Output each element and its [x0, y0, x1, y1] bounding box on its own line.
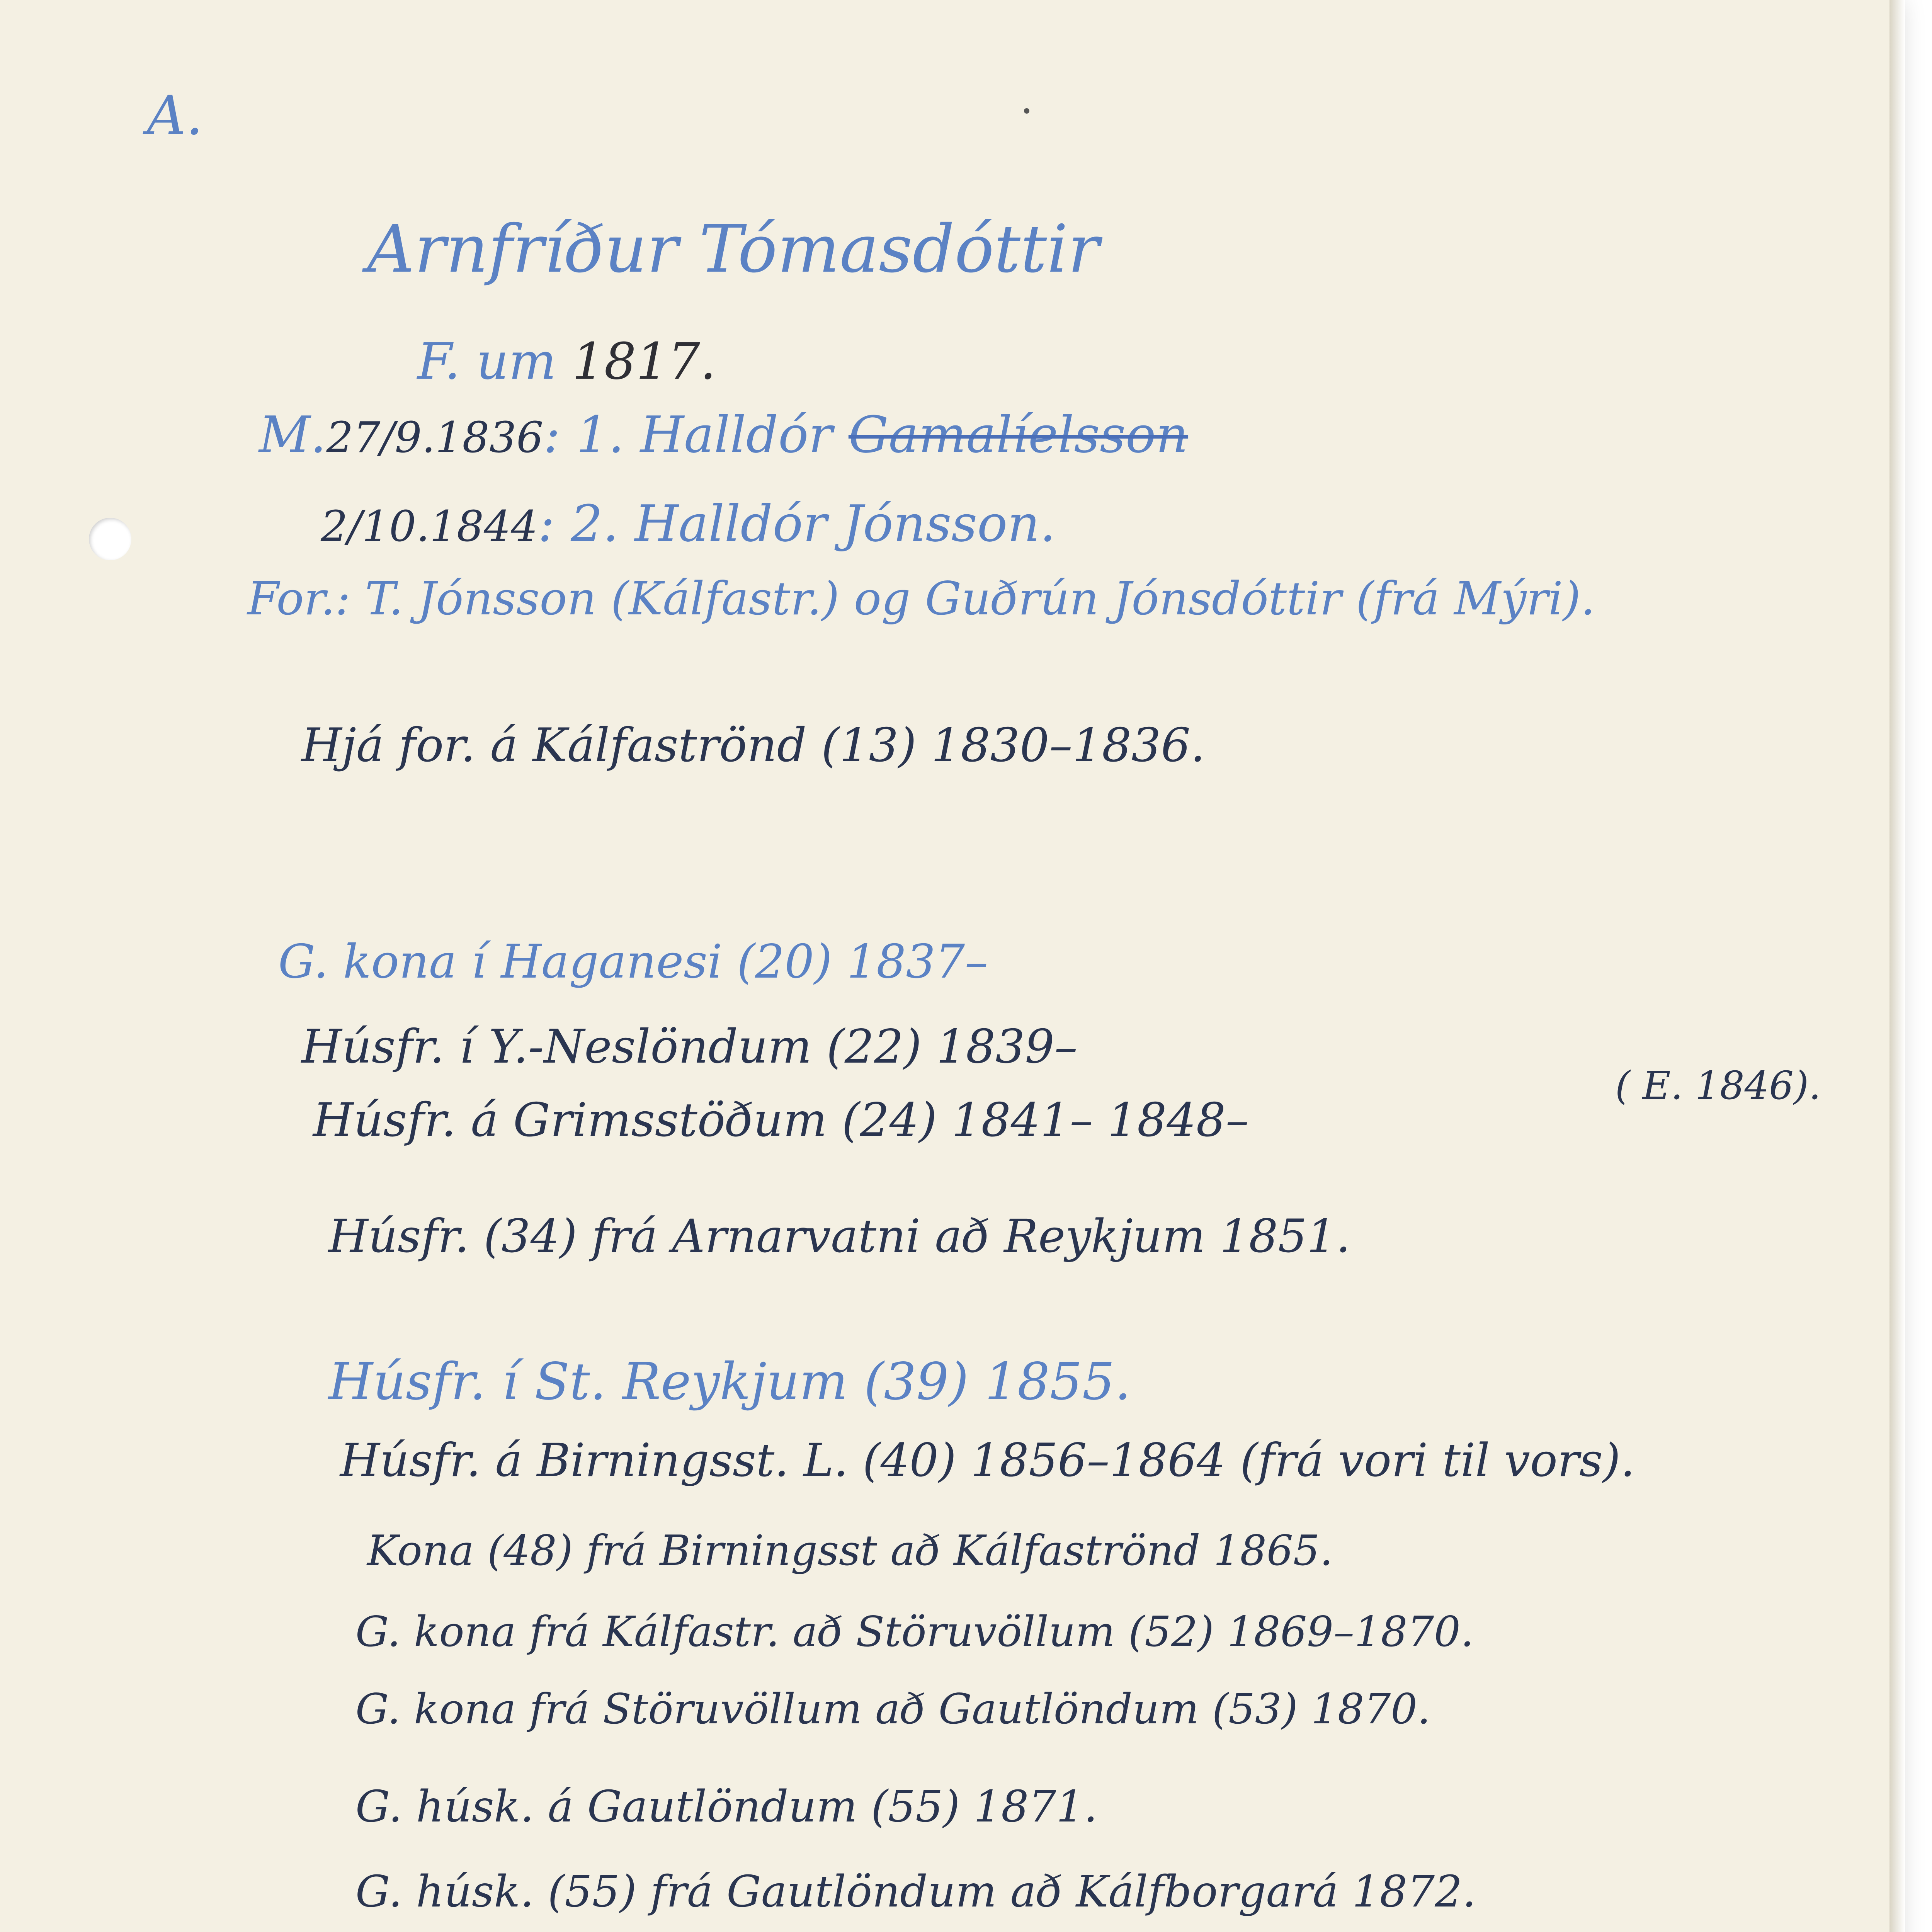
punch-hole-top: [89, 518, 131, 560]
birth-year: 1817.: [572, 332, 716, 391]
marriage-line-1: [259, 405, 1189, 464]
marriage-2-date: 2/10.1844: [321, 502, 538, 551]
entry-7: Húsfr. á Birningsst. L. (40) 1856–1864 (frá vori til vors).: [340, 1434, 1635, 1487]
entry-5: Húsfr. (34) frá Arnarvatni að Reykjum 1851.: [328, 1209, 1350, 1263]
birth-line: [417, 332, 716, 391]
marriage-1-struck-name: Gamalíelsson: [848, 405, 1189, 464]
paper-edge: [1889, 0, 1905, 1932]
marriage-1-date: 27/9.1836: [326, 413, 544, 462]
birth-prefix: F. um: [417, 332, 572, 391]
marriage-2-text: : 2. Halldór Jónsson.: [537, 494, 1056, 553]
entry-1: Hjá for. á Kálfaströnd (13) 1830–1836.: [301, 719, 1205, 772]
entry-10: G. kona frá Störuvöllum að Gautlöndum (53) 1870.: [355, 1685, 1431, 1733]
entry-4: Húsfr. á Grimsstöðum (24) 1841– 1848–: [313, 1094, 1249, 1147]
person-name: Arnfríður Tómasdóttir: [367, 211, 1099, 287]
marriage-line-2: [321, 494, 1056, 553]
parents-line: For.: T. Jónsson (Kálfastr.) og Guðrún Jónsdóttir (frá Mýri).: [247, 572, 1595, 625]
entry-12: G. húsk. (55) frá Gautlöndum að Kálfborgará 1872.: [355, 1867, 1476, 1917]
entry-8: Kona (48) frá Birningsst að Kálfaströnd 1865.: [367, 1527, 1333, 1575]
entry-3: Húsfr. í Y.-Neslöndum (22) 1839–: [301, 1020, 1078, 1074]
entry-2: G. kona í Haganesi (20) 1837–: [278, 935, 988, 989]
ink-speck: [1024, 108, 1029, 114]
entry-6: Húsfr. í St. Reykjum (39) 1855.: [328, 1352, 1131, 1412]
entry-9: G. kona frá Kálfastr. að Störuvöllum (52) 1869–1870.: [355, 1608, 1474, 1656]
entry-11: G. húsk. á Gautlöndum (55) 1871.: [355, 1782, 1098, 1832]
marriage-label: M.: [259, 405, 327, 464]
marriage-1-text: : 1. Halldór: [543, 405, 849, 464]
entry-4-note: ( E. 1846).: [1615, 1063, 1821, 1108]
corner-mark: A.: [147, 84, 203, 147]
